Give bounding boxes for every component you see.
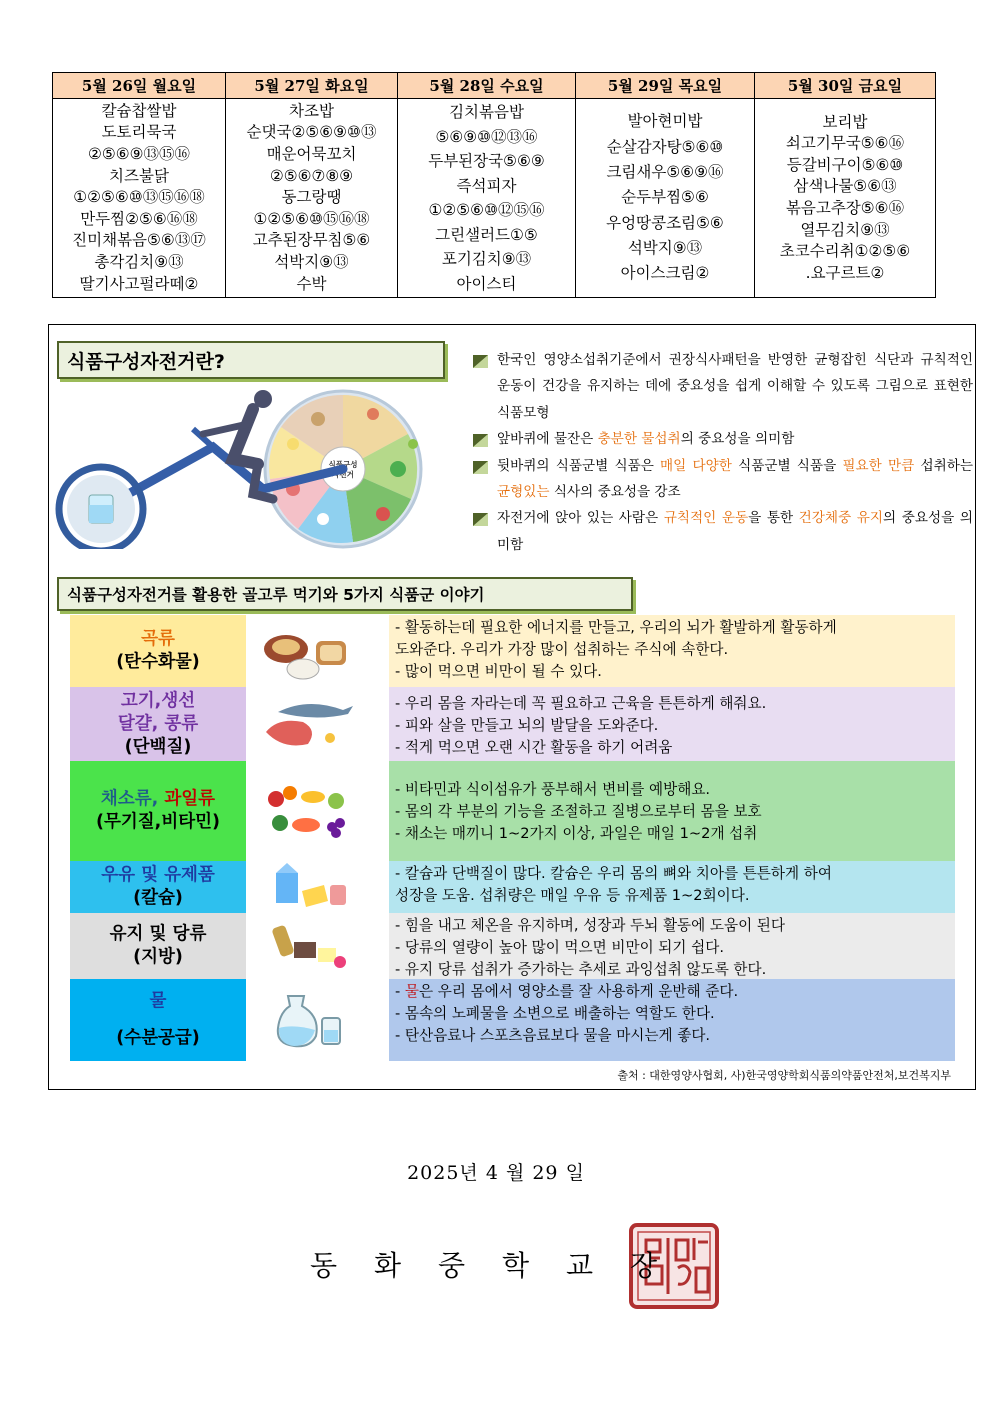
bullet-item: 뒷바퀴의 식품군별 식품은 매일 다양한 식품군별 식품을 필요한 만큼 섭취하는 균형있는 식사의 중요성을 강조 <box>473 453 973 506</box>
food-bicycle-info-box <box>48 324 976 1090</box>
food-group-vegetable-fruit <box>70 761 954 861</box>
menu-cell-thu <box>576 99 755 298</box>
section-title-food-bicycle: 식품구성자전거란? <box>57 341 445 379</box>
food-group-label: 고기,생선 달걀, 콩류 (단백질) <box>70 687 246 761</box>
menu-item: 즉석피자 <box>456 176 517 195</box>
grain-food-icon <box>258 619 358 683</box>
fat-sugar-food-icon <box>258 914 358 978</box>
food-group-description: - 우리 몸을 자라는데 꼭 필요하고 근육을 튼튼하게 해줘요. - 피와 살을 만들고 뇌의 발달을 도와준다. - 적게 먹으면 오랜 시간 활동을 하기 어려움 <box>389 687 955 761</box>
menu-item: 도토리묵국 <box>101 123 177 142</box>
menu-item: 고추된장무침⑤⑥ <box>252 231 371 250</box>
bullet-item: 한국인 영양소섭취기준에서 권장식사패턴을 반영한 균형잡힌 식단과 규칙적인 운동이 건강을 유지하는 데에 중요성을 쉽게 이해할 수 있도록 그림으로 표현한 식품모형 <box>473 347 973 426</box>
triangle-bullet-icon <box>473 461 488 474</box>
menu-item: ②⑤⑥⑦⑧⑨ <box>269 166 354 185</box>
bullet-item: 자전거에 앉아 있는 사람은 규칙적인 운동을 통한 건강체중 유지의 중요성을 의미함 <box>473 505 973 558</box>
food-group-fat-sugar <box>70 913 954 979</box>
triangle-bullet-icon <box>473 513 488 526</box>
food-group-description: - 활동하는데 필요한 에너지를 만들고, 우리의 뇌가 활발하게 활동하게 도와준다. 우리가 가장 많이 섭취하는 주식에 속한다. - 많이 먹으면 비만이 될 수 있다. <box>389 615 955 687</box>
triangle-bullet-icon <box>473 355 488 368</box>
menu-cell-mon <box>53 99 226 298</box>
day-header-fri: 5월 30일 금요일 <box>755 73 936 99</box>
menu-item: ②⑤⑥⑨⑬⑮⑯ <box>87 145 191 164</box>
menu-item: 보리밥 <box>822 112 868 131</box>
school-char: 동 <box>310 1249 338 1282</box>
food-group-label: 채소류, 과일류 (무기질,비타민) <box>70 761 246 861</box>
triangle-bullet-icon <box>473 434 488 447</box>
menu-item: 크림새우⑤⑥⑨⑯ <box>606 163 724 182</box>
day-header-tue: 5월 27일 화요일 <box>226 73 398 99</box>
food-group-label: 물 (수분공급) <box>70 979 246 1061</box>
menu-item: 진미채볶음⑤⑥⑬⑰ <box>72 231 206 250</box>
food-group-label: 우유 및 유제품 (칼슘) <box>70 861 246 913</box>
food-bicycle-bullets <box>473 347 973 558</box>
menu-item: 등갈비구이⑤⑥⑩ <box>786 155 904 174</box>
menu-item: 동그랑땡 <box>281 188 342 207</box>
menu-item: 포기김치⑨⑬ <box>441 250 532 268</box>
menu-item: .요구르트② <box>805 263 885 282</box>
menu-item: 수박 <box>296 274 327 293</box>
menu-item: 총각김치⑨⑬ <box>94 252 184 271</box>
menu-item: 칼슘찹쌀밥 <box>101 101 177 120</box>
menu-item: 아이스티 <box>456 274 517 293</box>
menu-item: 우엉땅콩조림⑤⑥ <box>606 213 724 232</box>
water-glass-icon <box>89 495 113 523</box>
food-group-water <box>70 979 954 1061</box>
menu-header-row <box>53 73 936 99</box>
food-bicycle-illustration <box>53 389 473 549</box>
menu-item: 초코수리취①②⑤⑥ <box>779 242 911 261</box>
section-title-five-food-groups: 식품구성자전거를 활용한 골고루 먹기와 5가지 식품군 이야기 <box>57 577 633 611</box>
menu-item: 석박지⑨⑬ <box>274 252 349 271</box>
issue-date: 2025년 4 월 29 일 <box>407 1162 585 1184</box>
food-group-description: - 물은 우리 몸에서 영양소를 잘 사용하게 운반해 준다. - 몸속의 노폐물을 소변으로 배출하는 역할도 한다. - 탄산음료나 스포츠음료보다 물을 마시는게 좋다. <box>389 979 955 1061</box>
menu-cell-fri <box>755 99 936 298</box>
school-char: 학 <box>502 1249 530 1282</box>
menu-item: 석박지⑨⑬ <box>627 238 703 257</box>
menu-item: 김치볶음밥 <box>449 103 524 121</box>
menu-item: ①②⑤⑥⑩⑬⑮⑯⑱ <box>73 188 205 207</box>
menu-table <box>52 72 936 298</box>
menu-item: ①②⑤⑥⑩⑫⑮⑯ <box>428 201 545 219</box>
menu-item: 순두부찜⑤⑥ <box>621 188 709 207</box>
wheel-center-label: 식품구성 <box>328 460 358 469</box>
menu-item: 치즈불닭 <box>109 166 169 185</box>
menu-item: 삼색나물⑤⑥⑬ <box>793 177 897 196</box>
svg-text:자전거: 자전거 <box>332 470 354 479</box>
food-group-description: - 비타민과 식이섬유가 풍부해서 변비를 예방해요. - 몸의 각 부분의 기능을 조절하고 질병으로부터 몸을 보호 - 채소는 매끼니 1~2가지 이상, 과일은 매일 1~2개 섭취 <box>389 761 955 861</box>
menu-item: 매운어묵꼬치 <box>266 145 357 164</box>
menu-item: 순살감자탕⑤⑥⑩ <box>606 137 724 156</box>
water-jug-icon <box>258 988 358 1052</box>
menu-item: 딸기사고펄라떼② <box>79 274 199 293</box>
menu-items-row <box>53 99 936 298</box>
menu-item: 발아현미밥 <box>627 112 703 131</box>
food-group-dairy <box>70 861 954 913</box>
food-group-description: - 힘을 내고 체온을 유지하며, 성장과 두뇌 활동에 도움이 된다 - 당류의 열량이 높아 많이 먹으면 비만이 되기 쉽다. - 유지 당류 섭취가 증가하는 추세로 과잉섭취 않도록 한다. <box>389 913 955 979</box>
vegetable-fruit-icon <box>258 779 358 843</box>
menu-cell-tue <box>226 99 398 298</box>
day-header-mon: 5월 26일 월요일 <box>53 73 226 99</box>
menu-item: 볶음고추장⑤⑥⑯ <box>785 199 905 217</box>
menu-item: ⑤⑥⑨⑩⑫⑬⑯ <box>435 127 538 146</box>
day-header-wed: 5월 28일 수요일 <box>398 73 576 99</box>
menu-item: ①②⑤⑥⑩⑮⑯⑱ <box>253 209 370 228</box>
menu-cell-wed <box>398 99 576 298</box>
menu-item: 차조밥 <box>289 101 334 120</box>
protein-food-icon <box>258 692 358 756</box>
menu-item: 두부된장국⑤⑥⑨ <box>428 152 545 170</box>
menu-item: 아이스크림② <box>620 264 710 283</box>
source-citation: 출처 : 대한영양사협회, 사)한국영양학회식품의약품안전처,보건복지부 <box>617 1069 951 1082</box>
food-group-grain <box>70 615 954 687</box>
menu-item: 순댓국②⑤⑥⑨⑩⑬ <box>246 123 377 142</box>
school-char: 화 <box>374 1249 402 1282</box>
food-group-protein <box>70 687 954 761</box>
menu-item: 그린샐러드①⑤ <box>435 225 538 244</box>
school-char: 장 <box>630 1249 658 1282</box>
day-header-thu: 5월 29일 목요일 <box>576 73 755 99</box>
menu-item: 쇠고기무국⑤⑥⑯ <box>785 134 905 153</box>
food-group-label: 유지 및 당류 (지방) <box>70 913 246 979</box>
school-principal-signature <box>310 1244 694 1284</box>
food-group-label: 곡류 (탄수화물) <box>70 615 246 687</box>
bullet-item: 앞바퀴에 물잔은 충분한 물섭취의 중요성을 의미함 <box>473 426 973 452</box>
school-char: 중 <box>438 1249 466 1282</box>
food-group-description: - 칼슘과 단백질이 많다. 칼슘은 우리 몸의 뼈와 치아를 튼튼하게 하여 성장을 도움. 섭취량은 매일 우유 등 유제품 1~2회이다. <box>389 861 955 913</box>
school-char: 교 <box>566 1249 594 1282</box>
menu-item: 열무김치⑨⑬ <box>800 220 890 239</box>
dairy-food-icon <box>258 855 358 919</box>
menu-item: 만두찜②⑤⑥⑯⑱ <box>80 209 198 228</box>
